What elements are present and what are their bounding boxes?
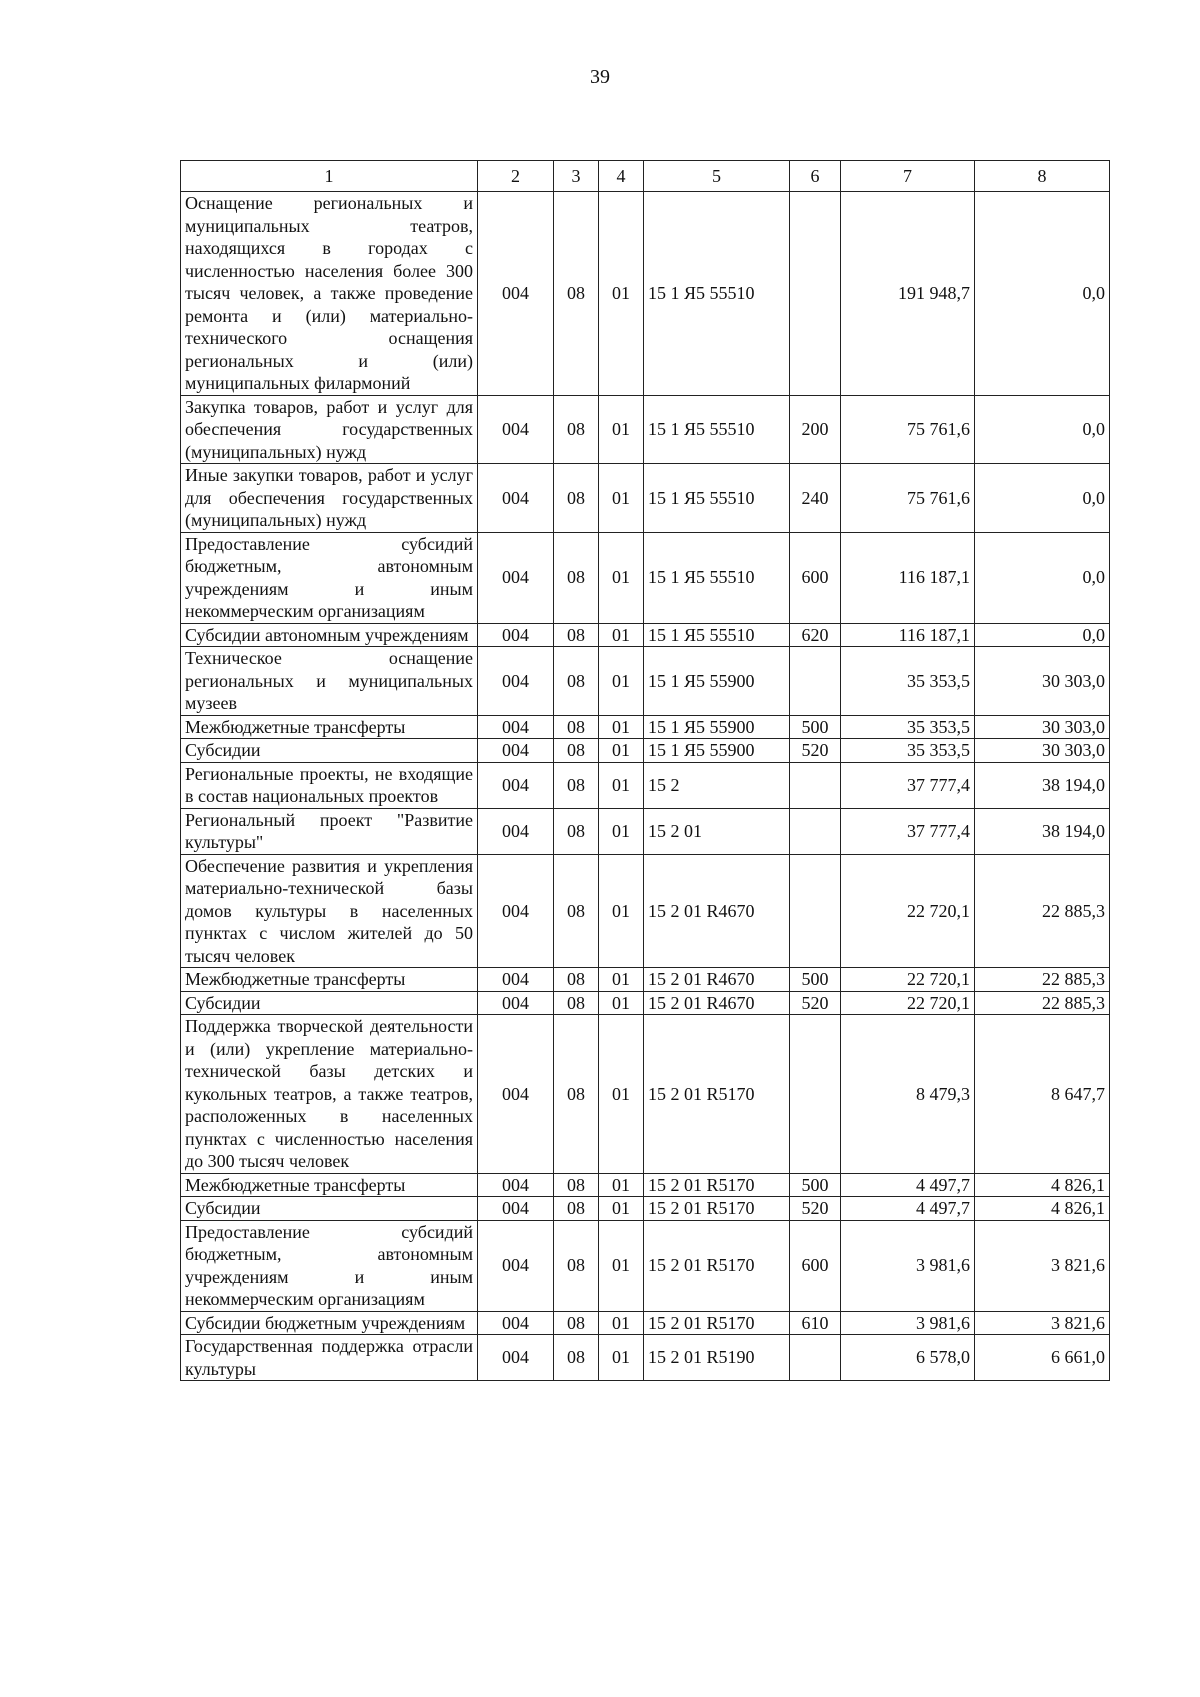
ministry-code: 004 <box>478 968 554 992</box>
expense-type-code <box>790 808 841 854</box>
ministry-code: 004 <box>478 808 554 854</box>
ministry-code: 004 <box>478 854 554 968</box>
target-article-code: 15 2 01 <box>644 808 790 854</box>
amount-year-2: 4 826,1 <box>975 1173 1110 1197</box>
row-name: Субсидии <box>181 991 478 1015</box>
expense-type-code <box>790 192 841 396</box>
table-row <box>181 623 1110 647</box>
table-row <box>181 647 1110 716</box>
expense-type-code: 240 <box>790 464 841 533</box>
amount-year-1: 75 761,6 <box>841 464 975 533</box>
budget-table <box>180 160 1110 1381</box>
table-row <box>181 762 1110 808</box>
row-name: Субсидии бюджетным учреждениям <box>181 1311 478 1335</box>
section-code: 08 <box>554 808 599 854</box>
table-row <box>181 968 1110 992</box>
table-row <box>181 991 1110 1015</box>
ministry-code: 004 <box>478 464 554 533</box>
ministry-code: 004 <box>478 1220 554 1311</box>
subsection-code: 01 <box>599 762 644 808</box>
expense-type-code: 610 <box>790 1311 841 1335</box>
amount-year-1: 8 479,3 <box>841 1015 975 1174</box>
target-article-code: 15 1 Я5 55900 <box>644 647 790 716</box>
amount-year-2: 30 303,0 <box>975 715 1110 739</box>
row-name: Техническое оснащение региональных и муниципальных музеев <box>181 647 478 716</box>
expense-type-code: 520 <box>790 1197 841 1221</box>
subsection-code: 01 <box>599 1220 644 1311</box>
amount-year-2: 22 885,3 <box>975 854 1110 968</box>
section-code: 08 <box>554 1197 599 1221</box>
column-header: 7 <box>841 161 975 192</box>
target-article-code: 15 2 01 R4670 <box>644 854 790 968</box>
row-name: Оснащение региональных и муниципальных театров, находящихся в городах с численностью населения более 300 тысяч человек, а также проведение ремонта и (или) материально-технического оснащения региональных и (или) муниципальных филармоний <box>181 192 478 396</box>
row-name: Субсидии автономным учреждениям <box>181 623 478 647</box>
amount-year-1: 35 353,5 <box>841 715 975 739</box>
ministry-code: 004 <box>478 1173 554 1197</box>
table-row <box>181 1173 1110 1197</box>
amount-year-1: 4 497,7 <box>841 1173 975 1197</box>
row-name: Иные закупки товаров, работ и услуг для обеспечения государственных (муниципальных) нужд <box>181 464 478 533</box>
amount-year-2: 3 821,6 <box>975 1311 1110 1335</box>
subsection-code: 01 <box>599 968 644 992</box>
table-row <box>181 532 1110 623</box>
ministry-code: 004 <box>478 1311 554 1335</box>
target-article-code: 15 1 Я5 55510 <box>644 192 790 396</box>
table-row <box>181 854 1110 968</box>
amount-year-2: 8 647,7 <box>975 1015 1110 1174</box>
row-name: Субсидии <box>181 1197 478 1221</box>
section-code: 08 <box>554 1311 599 1335</box>
section-code: 08 <box>554 739 599 763</box>
table-row <box>181 1197 1110 1221</box>
amount-year-2: 30 303,0 <box>975 647 1110 716</box>
subsection-code: 01 <box>599 532 644 623</box>
ministry-code: 004 <box>478 623 554 647</box>
amount-year-2: 3 821,6 <box>975 1220 1110 1311</box>
table-row <box>181 1220 1110 1311</box>
amount-year-1: 35 353,5 <box>841 739 975 763</box>
subsection-code: 01 <box>599 1015 644 1174</box>
row-name: Закупка товаров, работ и услуг для обеспечения государственных (муниципальных) нужд <box>181 395 478 464</box>
table-row <box>181 1335 1110 1381</box>
expense-type-code: 620 <box>790 623 841 647</box>
section-code: 08 <box>554 1220 599 1311</box>
subsection-code: 01 <box>599 395 644 464</box>
amount-year-1: 3 981,6 <box>841 1311 975 1335</box>
amount-year-2: 22 885,3 <box>975 968 1110 992</box>
column-header: 8 <box>975 161 1110 192</box>
expense-type-code <box>790 647 841 716</box>
target-article-code: 15 2 01 R5170 <box>644 1015 790 1174</box>
amount-year-1: 6 578,0 <box>841 1335 975 1381</box>
expense-type-code: 500 <box>790 715 841 739</box>
expense-type-code: 520 <box>790 991 841 1015</box>
section-code: 08 <box>554 395 599 464</box>
expense-type-code: 500 <box>790 968 841 992</box>
amount-year-2: 0,0 <box>975 623 1110 647</box>
table-row <box>181 464 1110 533</box>
amount-year-2: 38 194,0 <box>975 762 1110 808</box>
column-header: 4 <box>599 161 644 192</box>
target-article-code: 15 1 Я5 55510 <box>644 464 790 533</box>
section-code: 08 <box>554 968 599 992</box>
subsection-code: 01 <box>599 1311 644 1335</box>
amount-year-2: 0,0 <box>975 464 1110 533</box>
ministry-code: 004 <box>478 1015 554 1174</box>
expense-type-code <box>790 1335 841 1381</box>
amount-year-1: 75 761,6 <box>841 395 975 464</box>
expense-type-code <box>790 854 841 968</box>
amount-year-1: 22 720,1 <box>841 854 975 968</box>
amount-year-2: 30 303,0 <box>975 739 1110 763</box>
amount-year-1: 116 187,1 <box>841 532 975 623</box>
section-code: 08 <box>554 647 599 716</box>
row-name: Предоставление субсидий бюджетным, автономным учреждениям и иным некоммерческим организациям <box>181 532 478 623</box>
section-code: 08 <box>554 1335 599 1381</box>
column-header: 2 <box>478 161 554 192</box>
row-name: Межбюджетные трансферты <box>181 715 478 739</box>
amount-year-1: 35 353,5 <box>841 647 975 716</box>
ministry-code: 004 <box>478 991 554 1015</box>
section-code: 08 <box>554 623 599 647</box>
section-code: 08 <box>554 991 599 1015</box>
expense-type-code: 600 <box>790 1220 841 1311</box>
amount-year-1: 3 981,6 <box>841 1220 975 1311</box>
amount-year-2: 0,0 <box>975 192 1110 396</box>
column-header: 5 <box>644 161 790 192</box>
expense-type-code: 500 <box>790 1173 841 1197</box>
column-header: 6 <box>790 161 841 192</box>
subsection-code: 01 <box>599 854 644 968</box>
subsection-code: 01 <box>599 1173 644 1197</box>
target-article-code: 15 1 Я5 55510 <box>644 623 790 647</box>
amount-year-1: 37 777,4 <box>841 762 975 808</box>
section-code: 08 <box>554 715 599 739</box>
table-row <box>181 1311 1110 1335</box>
amount-year-1: 4 497,7 <box>841 1197 975 1221</box>
target-article-code: 15 1 Я5 55510 <box>644 395 790 464</box>
section-code: 08 <box>554 854 599 968</box>
table-row <box>181 395 1110 464</box>
ministry-code: 004 <box>478 715 554 739</box>
target-article-code: 15 1 Я5 55900 <box>644 715 790 739</box>
expense-type-code: 600 <box>790 532 841 623</box>
subsection-code: 01 <box>599 991 644 1015</box>
subsection-code: 01 <box>599 464 644 533</box>
row-name: Субсидии <box>181 739 478 763</box>
table-row <box>181 1015 1110 1174</box>
target-article-code: 15 1 Я5 55510 <box>644 532 790 623</box>
amount-year-2: 0,0 <box>975 532 1110 623</box>
row-name: Обеспечение развития и укрепления материально-технической базы домов культуры в населенных пунктах с числом жителей до 50 тысяч человек <box>181 854 478 968</box>
amount-year-2: 38 194,0 <box>975 808 1110 854</box>
row-name: Региональные проекты, не входящие в состав национальных проектов <box>181 762 478 808</box>
expense-type-code <box>790 762 841 808</box>
section-code: 08 <box>554 1015 599 1174</box>
ministry-code: 004 <box>478 762 554 808</box>
ministry-code: 004 <box>478 1335 554 1381</box>
column-header: 3 <box>554 161 599 192</box>
subsection-code: 01 <box>599 647 644 716</box>
ministry-code: 004 <box>478 532 554 623</box>
amount-year-1: 191 948,7 <box>841 192 975 396</box>
section-code: 08 <box>554 192 599 396</box>
target-article-code: 15 2 01 R4670 <box>644 991 790 1015</box>
amount-year-1: 37 777,4 <box>841 808 975 854</box>
ministry-code: 004 <box>478 647 554 716</box>
amount-year-2: 4 826,1 <box>975 1197 1110 1221</box>
subsection-code: 01 <box>599 623 644 647</box>
ministry-code: 004 <box>478 192 554 396</box>
row-name: Межбюджетные трансферты <box>181 968 478 992</box>
subsection-code: 01 <box>599 715 644 739</box>
section-code: 08 <box>554 762 599 808</box>
amount-year-1: 22 720,1 <box>841 968 975 992</box>
target-article-code: 15 1 Я5 55900 <box>644 739 790 763</box>
target-article-code: 15 2 <box>644 762 790 808</box>
section-code: 08 <box>554 464 599 533</box>
table-row <box>181 739 1110 763</box>
subsection-code: 01 <box>599 739 644 763</box>
section-code: 08 <box>554 1173 599 1197</box>
expense-type-code: 200 <box>790 395 841 464</box>
subsection-code: 01 <box>599 192 644 396</box>
expense-type-code <box>790 1015 841 1174</box>
row-name: Предоставление субсидий бюджетным, автономным учреждениям и иным некоммерческим организациям <box>181 1220 478 1311</box>
column-header: 1 <box>181 161 478 192</box>
row-name: Государственная поддержка отрасли культуры <box>181 1335 478 1381</box>
row-name: Поддержка творческой деятельности и (или) укрепление материально-технической базы детских и кукольных театров, а также театров, расположенных в населенных пунктах с численностью населения до 300 тысяч человек <box>181 1015 478 1174</box>
ministry-code: 004 <box>478 1197 554 1221</box>
expense-type-code: 520 <box>790 739 841 763</box>
target-article-code: 15 2 01 R5190 <box>644 1335 790 1381</box>
table-row <box>181 808 1110 854</box>
ministry-code: 004 <box>478 739 554 763</box>
amount-year-2: 6 661,0 <box>975 1335 1110 1381</box>
section-code: 08 <box>554 532 599 623</box>
table-row <box>181 192 1110 396</box>
target-article-code: 15 2 01 R4670 <box>644 968 790 992</box>
amount-year-1: 116 187,1 <box>841 623 975 647</box>
ministry-code: 004 <box>478 395 554 464</box>
row-name: Межбюджетные трансферты <box>181 1173 478 1197</box>
table-row <box>181 715 1110 739</box>
amount-year-2: 0,0 <box>975 395 1110 464</box>
subsection-code: 01 <box>599 1197 644 1221</box>
target-article-code: 15 2 01 R5170 <box>644 1220 790 1311</box>
table-header-row <box>181 161 1110 192</box>
amount-year-2: 22 885,3 <box>975 991 1110 1015</box>
subsection-code: 01 <box>599 1335 644 1381</box>
subsection-code: 01 <box>599 808 644 854</box>
target-article-code: 15 2 01 R5170 <box>644 1311 790 1335</box>
target-article-code: 15 2 01 R5170 <box>644 1173 790 1197</box>
target-article-code: 15 2 01 R5170 <box>644 1197 790 1221</box>
page-number: 39 <box>590 66 610 88</box>
row-name: Региональный проект "Развитие культуры" <box>181 808 478 854</box>
amount-year-1: 22 720,1 <box>841 991 975 1015</box>
